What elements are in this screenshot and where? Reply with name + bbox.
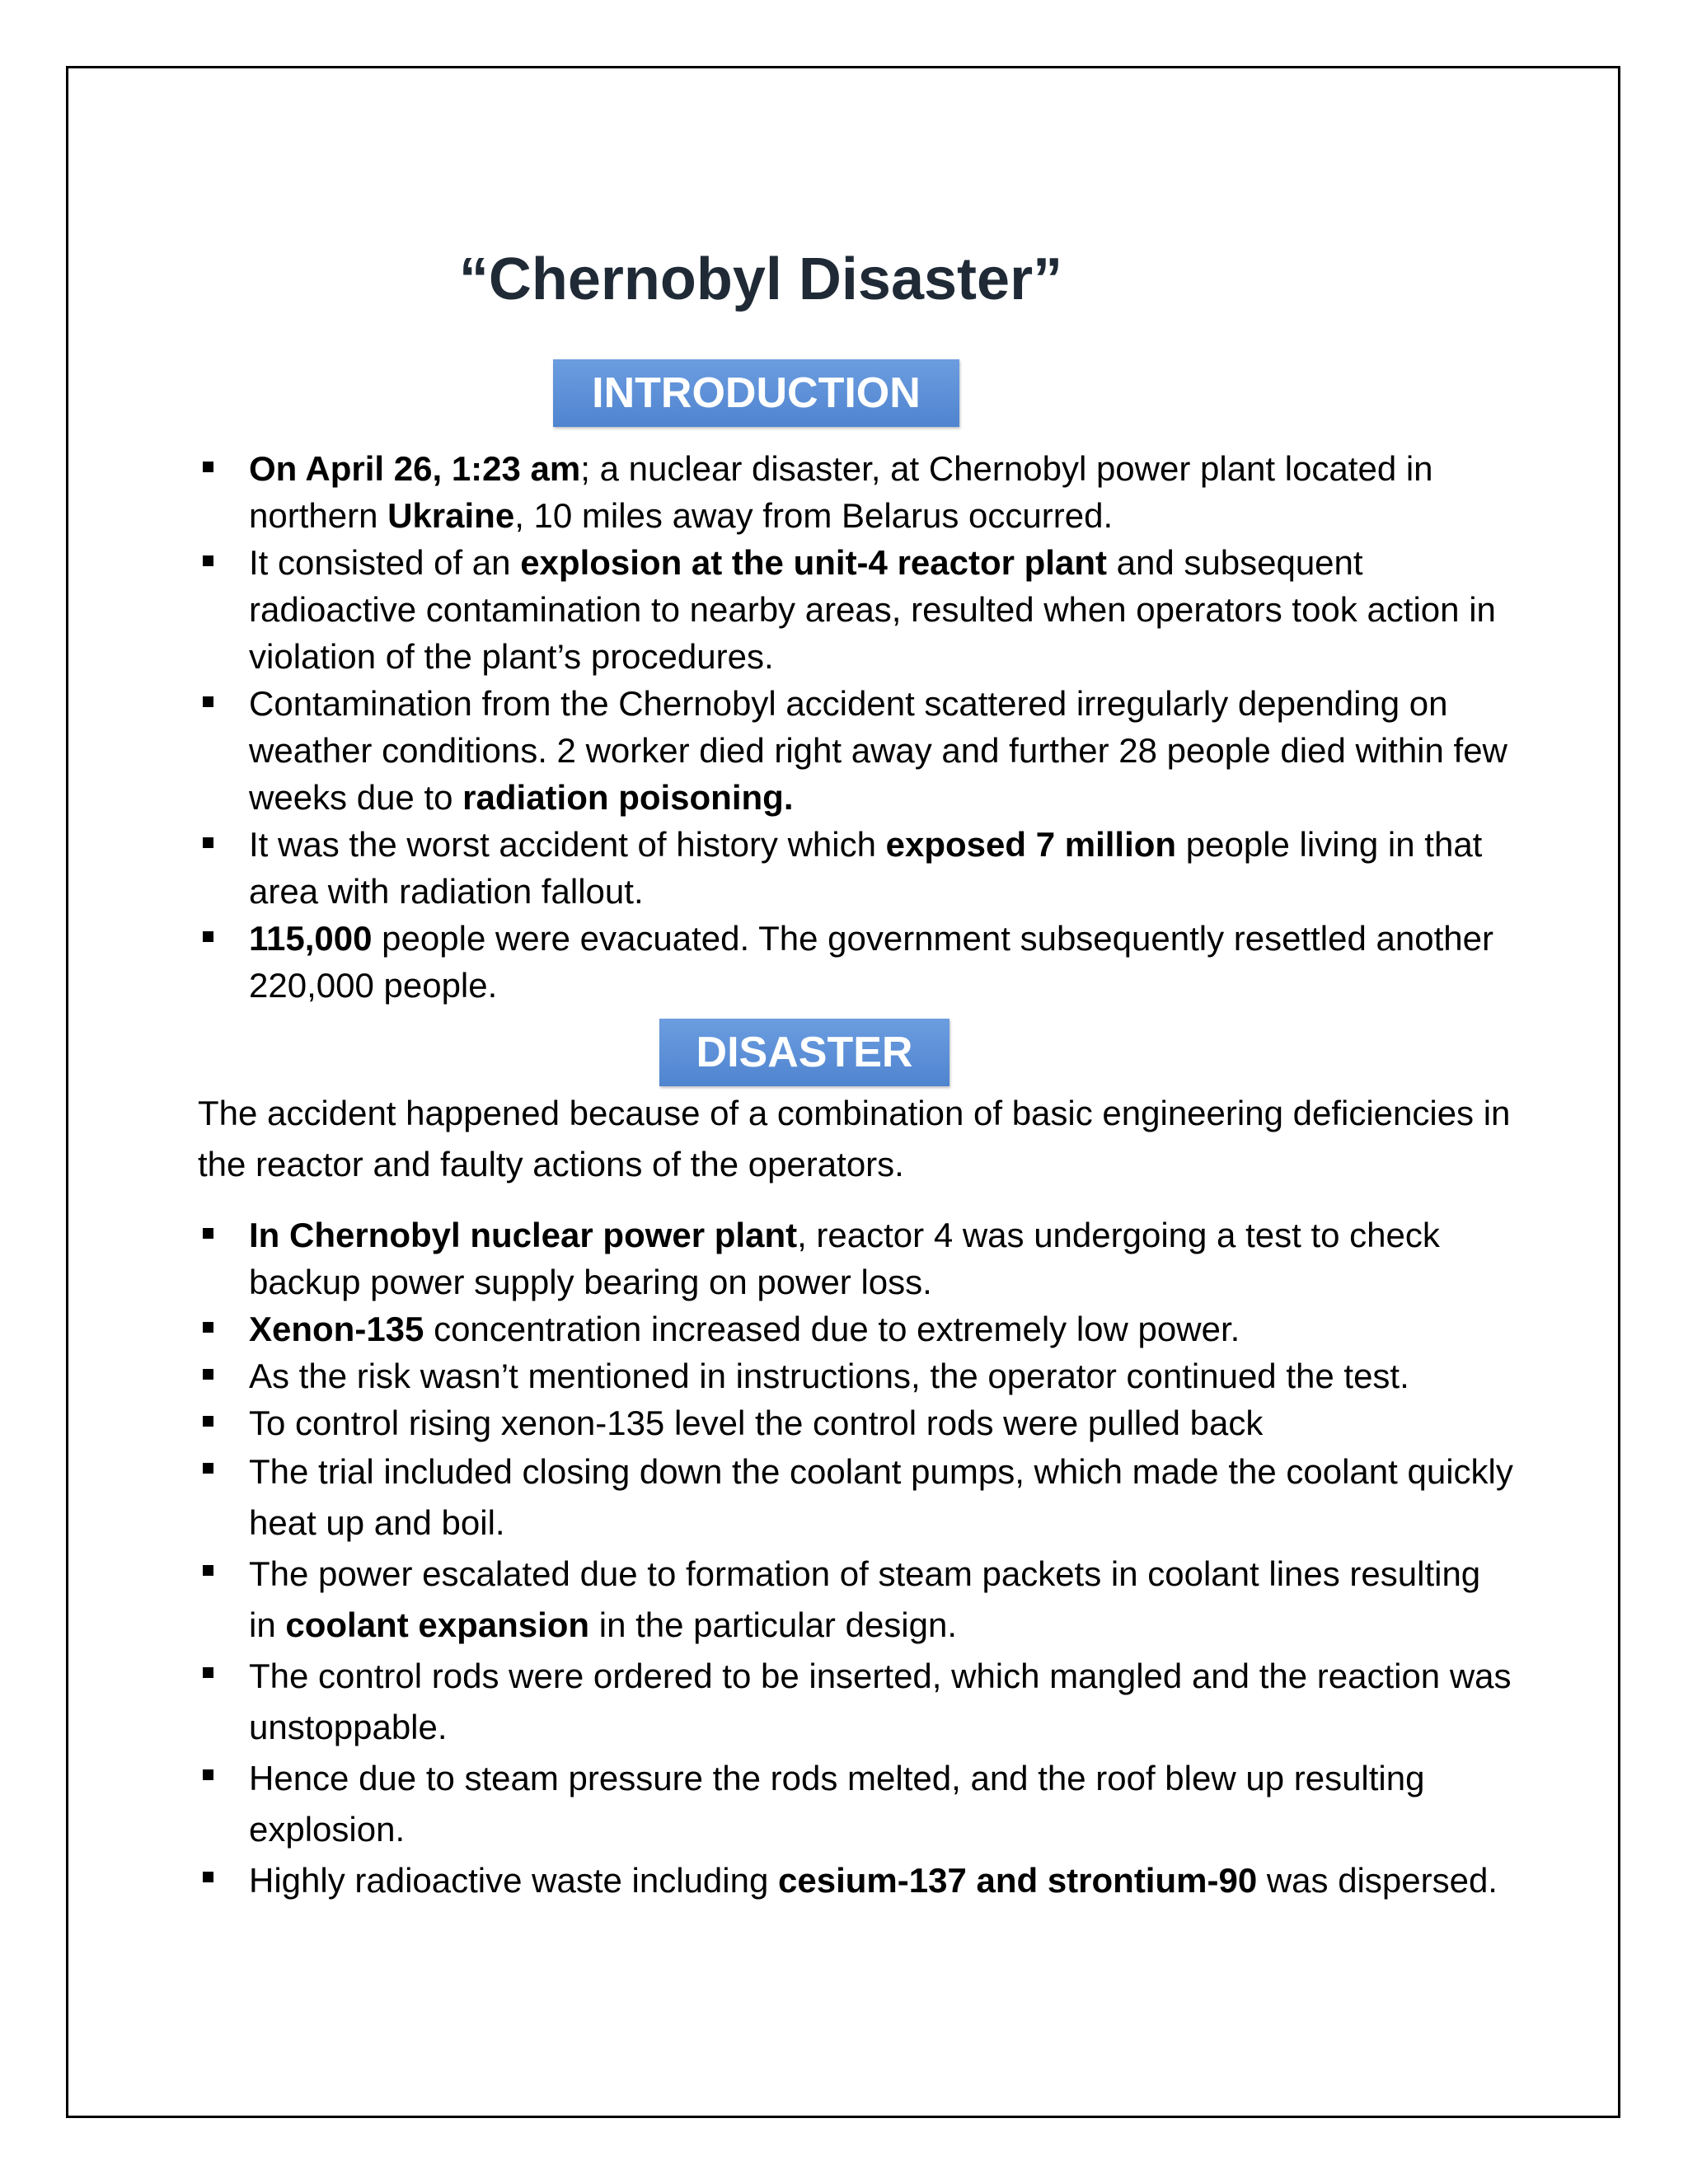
introduction-heading: INTRODUCTION xyxy=(553,359,959,427)
list-item xyxy=(198,821,1517,915)
disaster-list xyxy=(198,1212,1517,1906)
item-text: It was the worst accident of history which xyxy=(249,825,886,864)
bold-text: Ukraine xyxy=(387,496,515,535)
square-bullet-icon xyxy=(203,1228,213,1239)
disaster-paragraph: The accident happened because of a combination of basic engineering deficiencies in the reactor and faulty actions of the operators. xyxy=(198,1094,1511,1183)
square-bullet-icon xyxy=(203,1322,213,1333)
disaster-heading: DISASTER xyxy=(659,1019,950,1086)
square-bullet-icon xyxy=(203,555,213,566)
bold-text: coolant expansion xyxy=(285,1605,590,1644)
square-bullet-icon xyxy=(203,1463,213,1474)
item-text: people living in that area with radiation fallout. xyxy=(249,825,1483,911)
bold-text: Xenon-135 xyxy=(249,1310,424,1348)
item-text: concentration increased due to extremely low power. xyxy=(424,1310,1240,1348)
item-text: The power escalated due to formation of steam packets in coolant lines resulting in xyxy=(249,1554,1481,1644)
item-text: in the particular design. xyxy=(589,1605,958,1644)
item-text: As the risk wasn’t mentioned in instructions, the operator continued the test. xyxy=(249,1357,1409,1395)
item-text: The control rods were ordered to be inserted, which mangled and the reaction was unstoppable. xyxy=(249,1657,1512,1746)
item-text: and subsequent radioactive contamination to nearby areas, resulted when operators took action in violation of the plant’s procedures. xyxy=(249,543,1496,676)
square-bullet-icon xyxy=(203,931,213,942)
item-text: It consisted of an xyxy=(249,543,521,582)
square-bullet-icon xyxy=(203,1872,213,1882)
list-item xyxy=(198,1651,1517,1753)
list-item xyxy=(198,1549,1517,1651)
list-item xyxy=(198,1212,1517,1305)
document-title: “Chernobyl Disaster” xyxy=(458,246,1063,312)
bold-text: radiation poisoning. xyxy=(462,778,794,817)
list-item xyxy=(198,1855,1517,1906)
item-text: , reactor 4 was undergoing a test to check backup power supply bearing on power loss. xyxy=(249,1216,1440,1301)
item-text: To control rising xenon-135 level the control rods were pulled back xyxy=(249,1404,1264,1442)
list-item xyxy=(198,1399,1517,1446)
item-text: The trial included closing down the coolant pumps, which made the coolant quickly heat up and boil. xyxy=(249,1452,1513,1542)
bold-text: 115,000 xyxy=(249,919,373,958)
item-text: people were evacuated. The government subsequently resettled another 220,000 people. xyxy=(249,919,1493,1005)
list-item xyxy=(198,445,1517,539)
bold-text: explosion at the unit-4 reactor plant xyxy=(520,543,1107,582)
square-bullet-icon xyxy=(203,462,213,472)
introduction-list xyxy=(198,445,1517,1009)
item-text: Hence due to steam pressure the rods melted, and the roof blew up resulting explosion. xyxy=(249,1759,1425,1849)
bold-text: In Chernobyl nuclear power plant xyxy=(249,1216,798,1254)
list-item xyxy=(198,1446,1517,1549)
item-text: Contamination from the Chernobyl accident scattered irregularly depending on weather conditions. 2 worker died right away and further 28 people died within few weeks due to xyxy=(249,684,1507,817)
item-text: was dispersed. xyxy=(1257,1861,1498,1900)
bold-text: cesium-137 and strontium-90 xyxy=(778,1861,1258,1900)
list-item xyxy=(198,1753,1517,1855)
list-item xyxy=(198,915,1517,1009)
bold-text: On April 26, 1:23 am xyxy=(249,449,581,488)
item-text: , 10 miles away from Belarus occurred. xyxy=(514,496,1114,535)
square-bullet-icon xyxy=(203,1769,213,1780)
square-bullet-icon xyxy=(203,1416,213,1427)
list-item xyxy=(198,1352,1517,1399)
item-text: ; a nuclear disaster, at Chernobyl power plant located in northern xyxy=(249,449,1433,535)
item-text: Highly radioactive waste including xyxy=(249,1861,778,1900)
square-bullet-icon xyxy=(203,1369,213,1380)
square-bullet-icon xyxy=(203,837,213,848)
list-item xyxy=(198,1305,1517,1352)
square-bullet-icon xyxy=(203,696,213,707)
square-bullet-icon xyxy=(203,1667,213,1678)
bold-text: exposed 7 million xyxy=(885,825,1177,864)
list-item xyxy=(198,539,1517,680)
list-item xyxy=(198,680,1517,821)
square-bullet-icon xyxy=(203,1565,213,1576)
